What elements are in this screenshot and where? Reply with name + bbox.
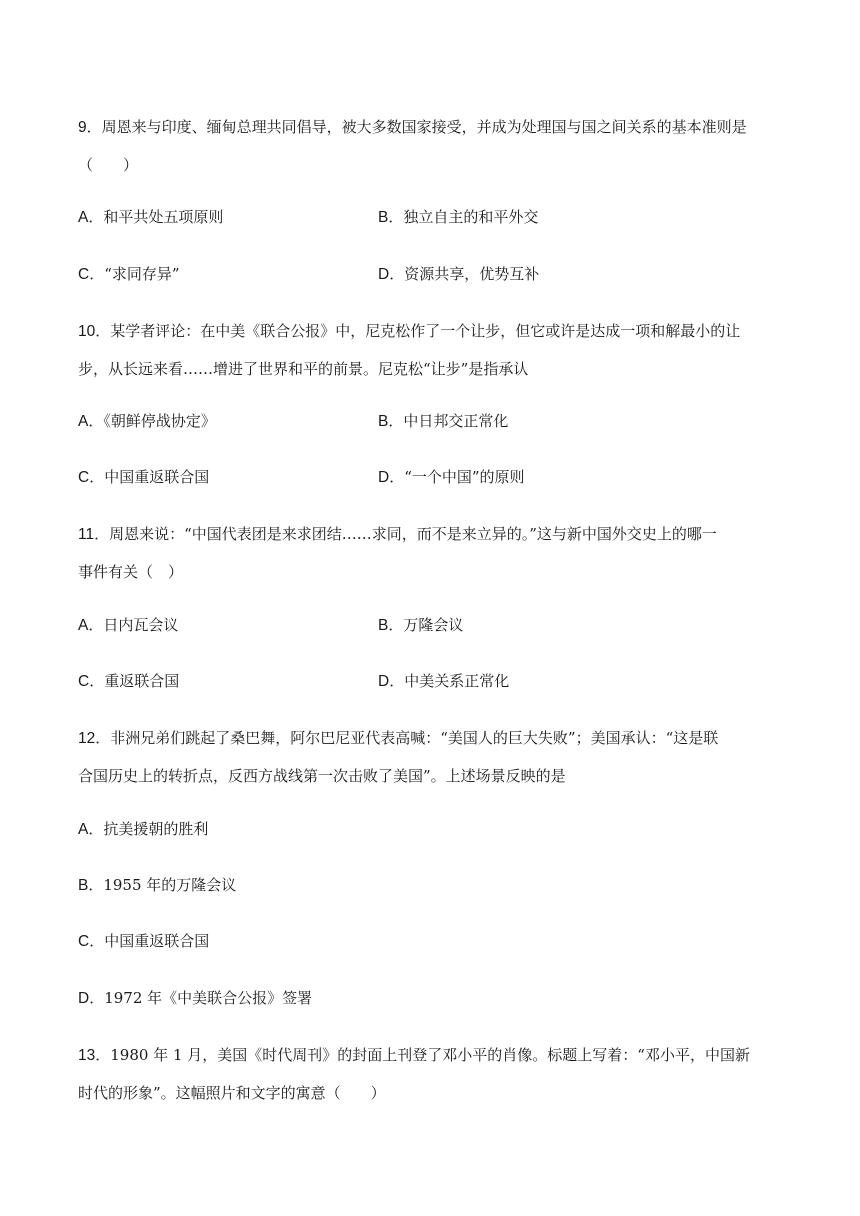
question-text: 合国历史上的转折点，反西方战线第一次击败了美国”。上述场景反映的是 [78,767,566,785]
question-text: ．1980 年 1 月，美国《时代周刊》的封面上刊登了邓小平的肖像。标题上写着：“邓小平，中国新 [95,1046,750,1064]
question-number: 12 [78,730,96,747]
question-12-option-c[interactable]: C．中国重返联合国 [78,932,210,950]
question-9-option-a[interactable]: A．和平共处五项原则 [78,208,224,226]
question-9-stem-line-1 [78,117,747,138]
question-9-option-c[interactable]: C．“求同存异” [78,265,180,283]
question-number: 11 [78,526,95,543]
question-12-option-d[interactable]: D．1972 年《中美联合公报》签署 [78,989,313,1007]
question-11-option-c[interactable]: C．重返联合国 [78,672,180,690]
question-text: ．周恩来说：“中国代表团是来求团结……求同，而不是来立异的。”这与新中国外交史上的哪一 [94,525,717,543]
question-12-option-b[interactable]: B．1955 年的万隆会议 [78,876,237,894]
question-text: ．某学者评论：在中美《联合公报》中，尼克松作了一个让步，但它或许是达成一项和解最小的让 [95,322,741,340]
question-10-option-d[interactable]: D．“一个中国”的原则 [378,468,525,486]
question-text: ．非洲兄弟们跳起了桑巴舞，阿尔巴尼亚代表高喊：“美国人的巨大失败”；美国承认：“这是联 [95,729,719,747]
question-11-option-b[interactable]: B．万隆会议 [378,616,464,634]
question-number: 9 [78,119,87,136]
question-number: 10 [78,323,96,340]
question-9-option-d[interactable]: D．资源共享，优势互补 [378,265,540,283]
question-11-option-a[interactable]: A．日内瓦会议 [78,616,179,634]
question-10-stem-line-1 [78,321,740,342]
question-text: 时代的形象”。这幅照片和文字的寓意（ ） [78,1084,386,1102]
question-text: 事件有关（ ） [78,563,184,581]
question-11-stem-line-2 [78,562,183,582]
question-11-stem-line-1 [78,524,717,545]
question-9-option-b[interactable]: B．独立自主的和平外交 [378,208,539,226]
question-11-option-d[interactable]: D．中美关系正常化 [378,672,510,690]
question-9-stem-line-2 [78,155,138,175]
question-13-stem-line-2 [78,1083,386,1103]
question-12-stem-line-2 [78,766,566,786]
question-10-stem-line-2 [78,359,528,379]
question-10-option-a[interactable]: A．《朝鲜停战协定》 [78,412,216,430]
question-number: 13 [78,1047,96,1064]
question-12-stem-line-1 [78,728,718,749]
question-12-option-a[interactable]: A．抗美援朝的胜利 [78,820,209,838]
question-10-option-b[interactable]: B．中日邦交正常化 [378,412,509,430]
question-text: 步，从长远来看……增进了世界和平的前景。尼克松“让步”是指承认 [78,360,529,378]
question-text: ．周恩来与印度、缅甸总理共同倡导，被大多数国家接受，并成为处理国与国之间关系的基本准则是 [86,118,747,136]
question-10-option-c[interactable]: C．中国重返联合国 [78,468,210,486]
answer-bracket: （ ） [78,156,139,174]
question-13-stem-line-1 [78,1045,750,1066]
